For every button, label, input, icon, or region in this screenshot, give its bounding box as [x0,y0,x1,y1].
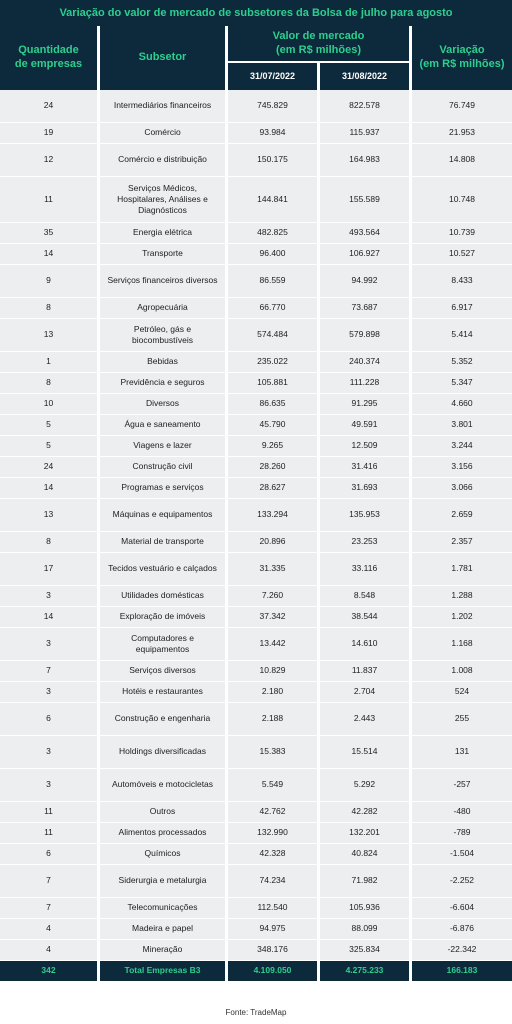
subsector-cell: Diversos [97,394,225,415]
value-jul-cell: 15.383 [225,736,317,769]
value-jul-cell: 132.990 [225,823,317,844]
value-jul-cell: 144.841 [225,177,317,223]
value-jul-cell: 7.260 [225,586,317,607]
value-aug-cell: 14.610 [317,628,409,661]
variation-cell: 255 [409,703,512,736]
table-row [0,144,512,177]
quantity-cell: 10 [0,394,97,415]
table-row [0,823,512,844]
quantity-cell: 12 [0,144,97,177]
variation-cell: 6.917 [409,298,512,319]
value-jul-cell: 2.180 [225,682,317,703]
subsector-cell: Exploração de imóveis [97,607,225,628]
value-aug-cell: 38.544 [317,607,409,628]
variation-cell: -480 [409,802,512,823]
value-jul-cell: 74.234 [225,865,317,898]
value-aug-cell: 91.295 [317,394,409,415]
table-row [0,373,512,394]
quantity-cell: 8 [0,373,97,394]
variation-cell: -22.342 [409,940,512,961]
variation-cell: 524 [409,682,512,703]
value-aug-cell: 164.983 [317,144,409,177]
value-aug-cell: 155.589 [317,177,409,223]
value-jul-cell: 112.540 [225,898,317,919]
subsector-cell: Intermediários financeiros [97,90,225,123]
value-jul-cell: 574.484 [225,319,317,352]
table-row [0,628,512,661]
value-aug-cell: 71.982 [317,865,409,898]
subsector-cell: Comércio e distribuição [97,144,225,177]
value-aug-cell: 325.834 [317,940,409,961]
value-jul-cell: 133.294 [225,499,317,532]
quantity-cell: 5 [0,415,97,436]
value-aug-cell: 132.201 [317,823,409,844]
subsector-cell: Previdência e seguros [97,373,225,394]
variation-cell: 1.781 [409,553,512,586]
quantity-cell: 24 [0,90,97,123]
subsector-cell: Água e saneamento [97,415,225,436]
subsector-cell: Utilidades domésticas [97,586,225,607]
variation-cell: -6.604 [409,898,512,919]
variation-cell: 3.801 [409,415,512,436]
value-jul-cell: 96.400 [225,244,317,265]
quantity-cell: 14 [0,607,97,628]
table-row [0,394,512,415]
value-aug-cell: 73.687 [317,298,409,319]
value-aug-cell: 135.953 [317,499,409,532]
source-note: Fonte: TradeMap [225,1008,287,1017]
table-row [0,298,512,319]
value-aug-cell: 493.564 [317,223,409,244]
subsector-cell: Comércio [97,123,225,144]
variation-cell: -6.876 [409,919,512,940]
table-row [0,682,512,703]
variation-cell: 3.066 [409,478,512,499]
subsector-cell: Material de transporte [97,532,225,553]
value-aug-cell: 105.936 [317,898,409,919]
header-date-jul: 31/07/2022 [228,63,317,90]
value-jul-cell: 94.975 [225,919,317,940]
subsector-cell: Computadores e equipamentos [97,628,225,661]
quantity-cell: 6 [0,844,97,865]
variation-cell: 1.288 [409,586,512,607]
table-row [0,532,512,553]
value-aug-cell: 822.578 [317,90,409,123]
value-aug-cell: 11.837 [317,661,409,682]
table-row [0,436,512,457]
subsector-cell: Alimentos processados [97,823,225,844]
value-jul-cell: 4.109.050 [225,961,317,981]
variation-cell: 10.748 [409,177,512,223]
variation-cell: 1.168 [409,628,512,661]
table-row [0,919,512,940]
subsector-cell: Transporte [97,244,225,265]
subsector-cell: Bebidas [97,352,225,373]
quantity-cell: 11 [0,802,97,823]
quantity-cell: 3 [0,736,97,769]
value-jul-cell: 745.829 [225,90,317,123]
table-row [0,898,512,919]
table-row [0,802,512,823]
variation-cell: 5.414 [409,319,512,352]
value-jul-cell: 37.342 [225,607,317,628]
variation-cell: 3.244 [409,436,512,457]
subsector-cell: Máquinas e equipamentos [97,499,225,532]
quantity-cell: 5 [0,436,97,457]
quantity-cell: 11 [0,177,97,223]
quantity-cell: 3 [0,682,97,703]
value-aug-cell: 2.443 [317,703,409,736]
subsector-cell: Madeira e papel [97,919,225,940]
variation-cell: 1.008 [409,661,512,682]
value-aug-cell: 8.548 [317,586,409,607]
variation-cell: 4.660 [409,394,512,415]
variation-cell: 3.156 [409,457,512,478]
variation-cell: 8.433 [409,265,512,298]
value-jul-cell: 42.762 [225,802,317,823]
value-jul-cell: 93.984 [225,123,317,144]
value-jul-cell: 235.022 [225,352,317,373]
subsector-cell: Tecidos vestuário e calçados [97,553,225,586]
variation-cell: 1.202 [409,607,512,628]
value-aug-cell: 579.898 [317,319,409,352]
variation-cell: 21.953 [409,123,512,144]
table-row [0,586,512,607]
quantity-cell: 24 [0,457,97,478]
variation-cell: 10.527 [409,244,512,265]
variation-cell: 2.659 [409,499,512,532]
variation-cell: 10.739 [409,223,512,244]
subsector-cell: Mineração [97,940,225,961]
quantity-cell: 7 [0,661,97,682]
value-jul-cell: 2.188 [225,703,317,736]
quantity-cell: 4 [0,919,97,940]
value-jul-cell: 31.335 [225,553,317,586]
quantity-cell: 35 [0,223,97,244]
table-row [0,457,512,478]
value-aug-cell: 5.292 [317,769,409,802]
table-row [0,499,512,532]
table-row [0,478,512,499]
subsector-cell: Telecomunicações [97,898,225,919]
subsector-cell: Petróleo, gás e biocombustíveis [97,319,225,352]
subsector-cell: Outros [97,802,225,823]
subsector-cell: Químicos [97,844,225,865]
table-row [0,265,512,298]
variation-cell: 166.183 [409,961,512,981]
variation-cell: 2.357 [409,532,512,553]
subsector-cell: Holdings diversificadas [97,736,225,769]
subsector-cell: Construção civil [97,457,225,478]
table-row [0,352,512,373]
quantity-cell: 6 [0,703,97,736]
subsector-cell: Serviços financeiros diversos [97,265,225,298]
quantity-cell: 3 [0,586,97,607]
quantity-cell: 13 [0,499,97,532]
value-aug-cell: 106.927 [317,244,409,265]
variation-cell: 131 [409,736,512,769]
value-aug-cell: 115.937 [317,123,409,144]
value-jul-cell: 86.635 [225,394,317,415]
value-aug-cell: 12.509 [317,436,409,457]
subsector-cell: Energia elétrica [97,223,225,244]
value-aug-cell: 40.824 [317,844,409,865]
value-aug-cell: 94.992 [317,265,409,298]
quantity-cell: 3 [0,628,97,661]
subsector-cell: Construção e engenharia [97,703,225,736]
table-row [0,607,512,628]
value-jul-cell: 45.790 [225,415,317,436]
value-aug-cell: 49.591 [317,415,409,436]
value-jul-cell: 9.265 [225,436,317,457]
value-aug-cell: 4.275.233 [317,961,409,981]
value-aug-cell: 33.116 [317,553,409,586]
quantity-cell: 9 [0,265,97,298]
value-aug-cell: 31.693 [317,478,409,499]
subsector-cell: Hotéis e restaurantes [97,682,225,703]
table-row [0,736,512,769]
header-market-value: Valor de mercado (em R$ milhões) [228,26,409,61]
table-row [0,553,512,586]
subsector-cell: Programas e serviços [97,478,225,499]
header-date-aug: 31/08/2022 [320,63,409,90]
value-aug-cell: 23.253 [317,532,409,553]
value-jul-cell: 42.328 [225,844,317,865]
quantity-cell: 11 [0,823,97,844]
subsector-cell: Siderurgia e metalurgia [97,865,225,898]
header-quantity: Quantidade de empresas [0,26,97,90]
value-aug-cell: 240.374 [317,352,409,373]
table-row [0,769,512,802]
variation-cell: 5.352 [409,352,512,373]
quantity-cell: 19 [0,123,97,144]
subsector-cell: Automóveis e motocicletas [97,769,225,802]
quantity-cell: 7 [0,865,97,898]
header-subsector: Subsetor [100,26,225,90]
subsector-cell: Agropecuária [97,298,225,319]
variation-cell: 5.347 [409,373,512,394]
value-jul-cell: 348.176 [225,940,317,961]
quantity-cell: 1 [0,352,97,373]
table-row [0,177,512,223]
variation-cell: -2.252 [409,865,512,898]
subsector-cell: Serviços Médicos, Hospitalares, Análises e Diagnósticos [97,177,225,223]
value-aug-cell: 42.282 [317,802,409,823]
value-jul-cell: 28.260 [225,457,317,478]
value-aug-cell: 31.416 [317,457,409,478]
variation-cell: -257 [409,769,512,802]
quantity-cell: 3 [0,769,97,802]
header-variation: Variação (em R$ milhões) [412,26,512,90]
value-jul-cell: 482.825 [225,223,317,244]
value-aug-cell: 2.704 [317,682,409,703]
value-jul-cell: 28.627 [225,478,317,499]
value-jul-cell: 86.559 [225,265,317,298]
quantity-cell: 4 [0,940,97,961]
table-row [0,123,512,144]
table-row [0,703,512,736]
table-row [0,661,512,682]
value-aug-cell: 88.099 [317,919,409,940]
quantity-cell: 342 [0,961,97,981]
variation-cell: 14.808 [409,144,512,177]
quantity-cell: 13 [0,319,97,352]
table-row [0,319,512,352]
quantity-cell: 14 [0,478,97,499]
table-row [0,940,512,961]
quantity-cell: 8 [0,532,97,553]
value-jul-cell: 105.881 [225,373,317,394]
table-row [0,865,512,898]
value-jul-cell: 5.549 [225,769,317,802]
subsector-cell: Total Empresas B3 [97,961,225,981]
quantity-cell: 17 [0,553,97,586]
quantity-cell: 8 [0,298,97,319]
variation-cell: 76.749 [409,90,512,123]
value-jul-cell: 20.896 [225,532,317,553]
table-row [0,244,512,265]
total-row [0,961,512,981]
value-jul-cell: 13.442 [225,628,317,661]
variation-cell: -789 [409,823,512,844]
table-title: Variação do valor de mercado de subsetores da Bolsa de julho para agosto [0,0,512,26]
variation-cell: -1.504 [409,844,512,865]
value-aug-cell: 15.514 [317,736,409,769]
value-jul-cell: 150.175 [225,144,317,177]
subsector-cell: Serviços diversos [97,661,225,682]
quantity-cell: 14 [0,244,97,265]
table-row [0,415,512,436]
table-row [0,844,512,865]
value-aug-cell: 111.228 [317,373,409,394]
quantity-cell: 7 [0,898,97,919]
table-row [0,90,512,123]
value-jul-cell: 66.770 [225,298,317,319]
value-jul-cell: 10.829 [225,661,317,682]
table-row [0,223,512,244]
subsector-cell: Viagens e lazer [97,436,225,457]
